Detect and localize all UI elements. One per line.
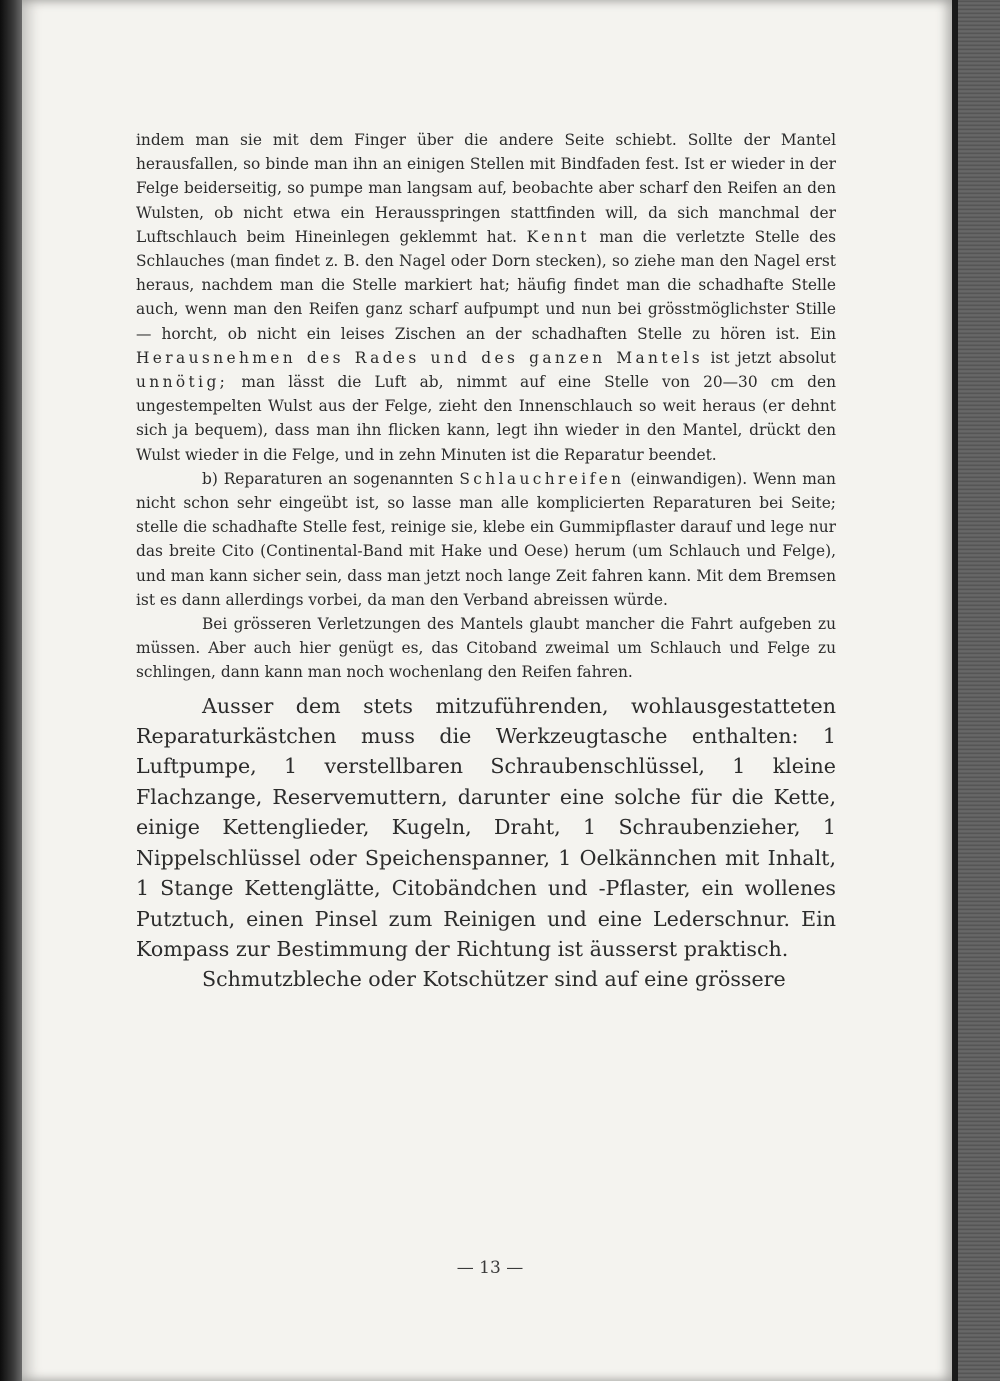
paragraph-repair-b: b) Reparaturen an sogenannten Schlauchreifen (einwandigen). Wenn man nicht schon sehr eingeübt ist, so lasse man alle komplicierten Reparaturen bei Seite; stelle die schadhafte Stelle fest, reinige sie, klebe ein Gummipflaster darauf und lege nur das breite Cito (Continental-Band mit Hake und Oese) herum (um Schlauch und Felge), und man kann sicher sein, dass man jetzt noch lange Zeit fahren kann. Mit dem Bremsen ist es dann allerdings vorbei, da man den Verband abreissen würde. bbox=[136, 469, 836, 609]
paragraph-repair-a: indem man sie mit dem Finger über die andere Seite schiebt. Sollte der Mantel herausfallen, so binde man ihn an einigen Stellen mit Bindfaden fest. Ist er wieder in der Felge beiderseitig, so pumpe man langsam auf, beobachte aber scharf den Reifen an den Wulsten, ob nicht etwa ein Herausspringen stattfinden will, da sich manchmal der Luftschlauch beim Hineinlegen geklemmt hat. Kennt man die verletzte Stelle des Schlauches (man findet z. B. den Nagel oder Dorn stecken), so ziehe man den Nagel erst heraus, nachdem man die Stelle markiert hat; häufig findet man die schadhafte Stelle auch, wenn man den Reifen ganz scharf aufpumpt und nun bei grösstmöglichster Stille — horcht, ob nicht ein leises Zischen an der schadhaften Stelle zu hören ist. Ein Herausnehmen des Rades und des ganzen Mantels ist jetzt absolut unnötig; man lässt die Luft ab, nimmt auf eine Stelle von 20—30 cm den ungestempelten Wulst aus der Felge, zieht den Innenschlauch so weit heraus (er dehnt sich ja bequem), dass man ihn flicken kann, legt ihn wieder in den Mantel, drückt den Wulst wieder in die Felge, und in zehn Minuten ist die Reparatur beendet. bbox=[136, 131, 836, 464]
small-print-section bbox=[136, 128, 836, 685]
emphasis-unnoetig: unnötig; bbox=[136, 373, 229, 392]
book-gutter bbox=[0, 0, 22, 1381]
paragraph-toolbag: Ausser dem stets mitzuführenden, wohlausgestatteten Reparaturkästchen muss die Werkzeugtasche enthalten: 1 Luftpumpe, 1 verstellbaren Schraubenschlüssel, 1 kleine Flachzange, Reservemuttern, darunter eine solche für die Kette, einige Kettenglieder, Kugeln, Draht, 1 Schraubenzieher, 1 Nippelschlüssel oder Speichenspanner, 1 Oelkännchen mit Inhalt, 1 Stange Kettenglätte, Citobändchen und -Pflaster, ein wollenes Putztuch, einen Pinsel zum Reinigen und eine Lederschnur. Ein Kompass zur Bestimmung der Richtung ist äusserst praktisch. bbox=[136, 693, 836, 961]
page-edge-shadow bbox=[952, 0, 958, 1381]
emphasis-herausnehmen: Herausnehmen des Rades und des ganzen Mantels bbox=[136, 348, 704, 367]
emphasis-schlauchreifen: Schlauchreifen bbox=[459, 469, 625, 488]
emphasis-kennt: Kennt bbox=[526, 227, 590, 246]
large-print-section bbox=[136, 691, 836, 995]
book-cover-edge bbox=[952, 0, 1000, 1381]
paragraph-large-damage: Bei grösseren Verletzungen des Mantels glaubt mancher die Fahrt aufgeben zu müssen. Aber auch hier genügt es, das Citoband zweimal um Schlauch und Felge zu schlingen, dann kann man noch wochenlang den Reifen fahren. bbox=[136, 615, 836, 682]
page-number: — 13 — bbox=[456, 1258, 524, 1278]
paragraph-mudguards: Schmutzbleche oder Kotschützer sind auf eine grössere bbox=[202, 967, 786, 992]
body-text bbox=[136, 128, 836, 995]
